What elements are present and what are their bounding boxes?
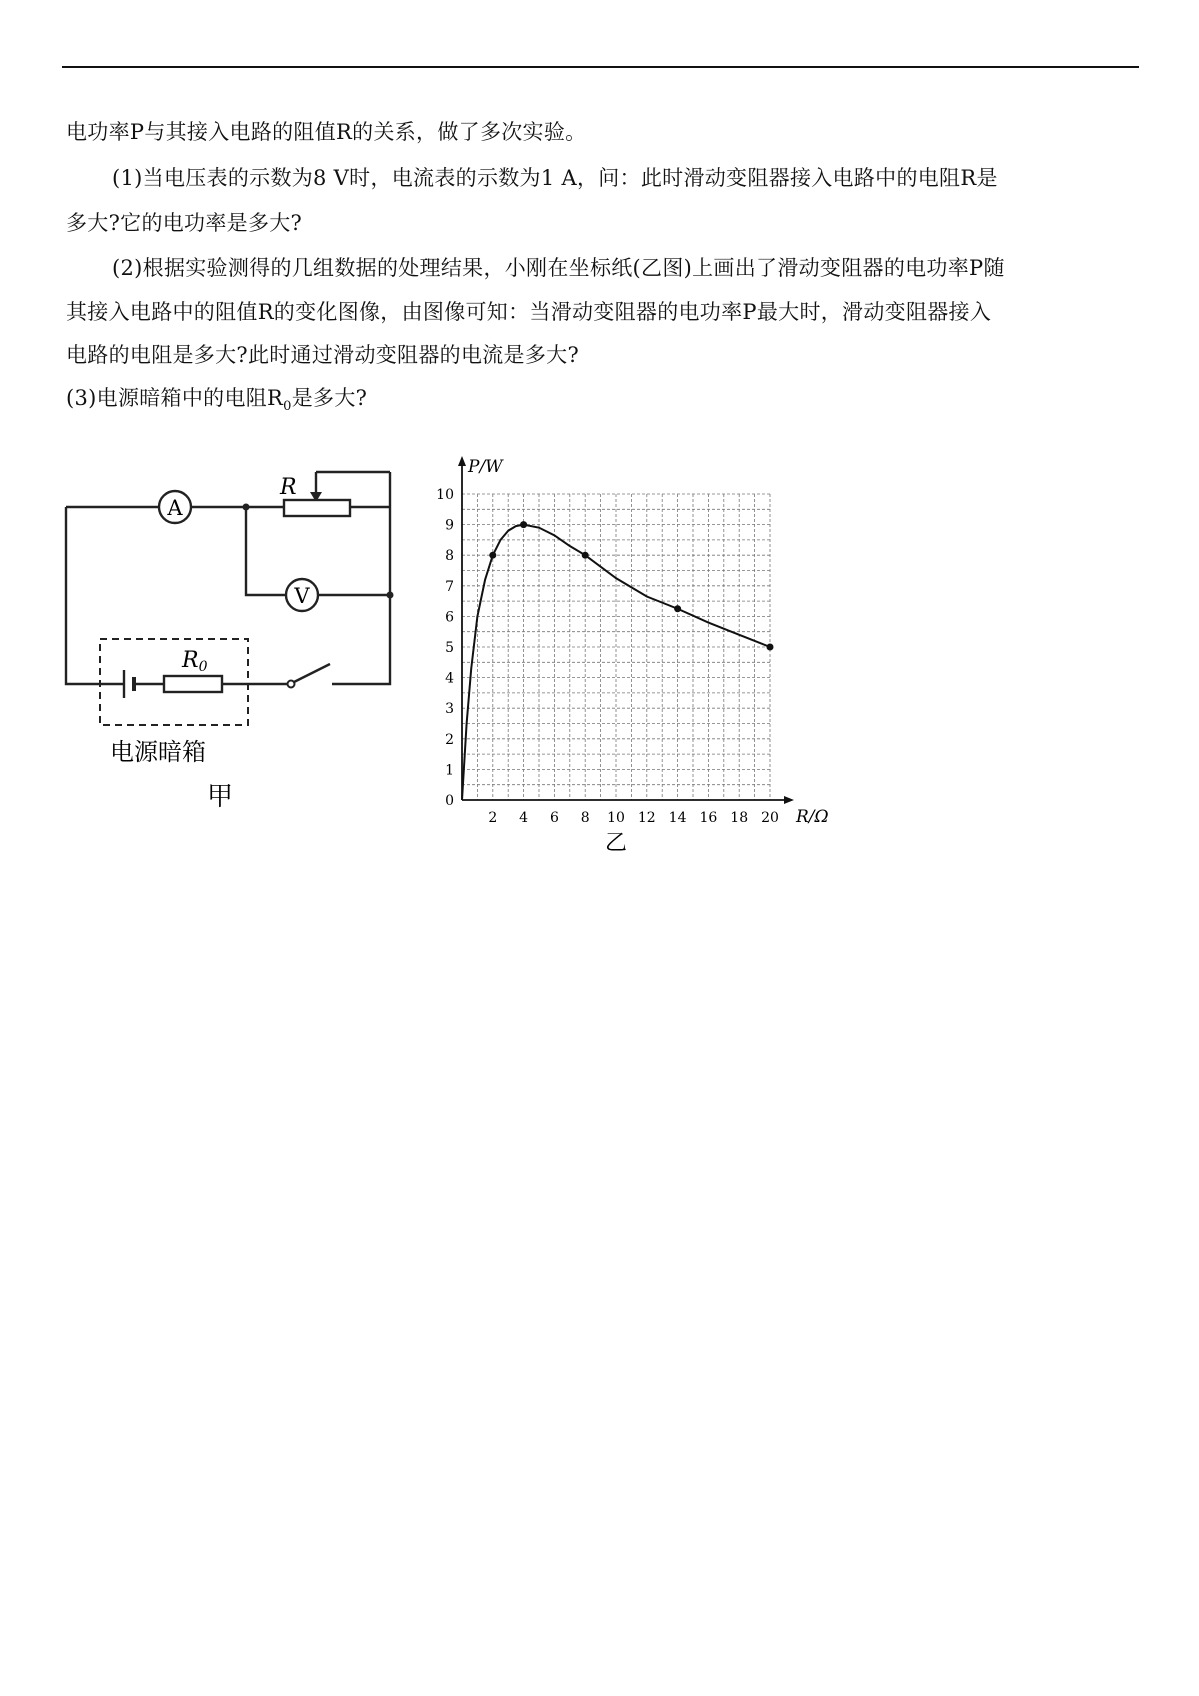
y-tick-label: 8 [445, 548, 454, 565]
y-tick-label: 4 [445, 670, 454, 687]
y-axis-label: P/W [468, 457, 503, 477]
data-point [520, 521, 527, 528]
question-2-line-3: 电路的电阻是多大?此时通过滑动变阻器的电流是多大? [66, 343, 580, 367]
y-tick-label: 1 [445, 762, 454, 779]
voltmeter-label: V [294, 584, 310, 608]
question-3-suffix: 是多大? [291, 386, 368, 410]
ammeter-label: A [167, 496, 183, 520]
x-tick-label: 16 [699, 810, 718, 826]
data-point [582, 552, 589, 559]
y-tick-label: 0 [445, 793, 454, 809]
x-tick-label: 18 [730, 810, 749, 826]
question-2-line-1: (2)根据实验测得的几组数据的处理结果，小刚在坐标纸(乙图)上画出了滑动变阻器的电功率P随 [112, 256, 1005, 280]
x-axis-label: R/Ω [796, 807, 829, 827]
y-axis-arrow-icon [458, 456, 466, 466]
question-3-prefix: (3)电源暗箱中的电阻R [66, 386, 284, 410]
x-axis-arrow-icon [784, 796, 794, 804]
y-tick-label: 9 [445, 517, 454, 534]
chart-ticks [436, 487, 779, 826]
chart-grid [462, 494, 770, 800]
data-point [674, 605, 681, 612]
paragraph-intro: 电功率P与其接入电路的阻值R的关系，做了多次实验。 [66, 120, 587, 144]
x-tick-label: 4 [519, 810, 529, 826]
chart-caption: 乙 [604, 831, 628, 856]
y-tick-label: 6 [445, 609, 454, 626]
circuit-caption: 甲 [206, 782, 234, 812]
x-tick-label: 8 [580, 810, 590, 826]
y-tick-label: 2 [445, 731, 454, 748]
y-tick-label: 10 [436, 487, 454, 503]
data-point [767, 644, 774, 651]
question-2-line-2: 其接入电路中的阻值R的变化图像，由图像可知：当滑动变阻器的电功率P最大时，滑动变阻器接入 [66, 300, 992, 324]
rheostat-label: R [280, 475, 297, 500]
question-1-line-1: (1)当电压表的示数为8 V时，电流表的示数为1 A，问：此时滑动变阻器接入电路中的电阻R是 [112, 166, 998, 190]
question-3-subscript: 0 [283, 399, 292, 415]
x-tick-label: 20 [761, 810, 779, 826]
resistor-r0-label: R0 [182, 648, 208, 675]
y-tick-label: 3 [445, 701, 454, 718]
y-tick-label: 7 [445, 578, 454, 595]
data-point [489, 552, 496, 559]
question-1-line-2: 多大?它的电功率是多大? [66, 211, 303, 235]
y-tick-label: 5 [445, 640, 454, 656]
power-box-label: 电源暗箱 [110, 738, 206, 766]
x-tick-label: 10 [607, 810, 625, 826]
x-tick-label: 14 [668, 810, 687, 826]
x-tick-label: 2 [488, 810, 498, 826]
x-tick-label: 6 [549, 810, 559, 826]
x-tick-label: 12 [637, 810, 656, 826]
